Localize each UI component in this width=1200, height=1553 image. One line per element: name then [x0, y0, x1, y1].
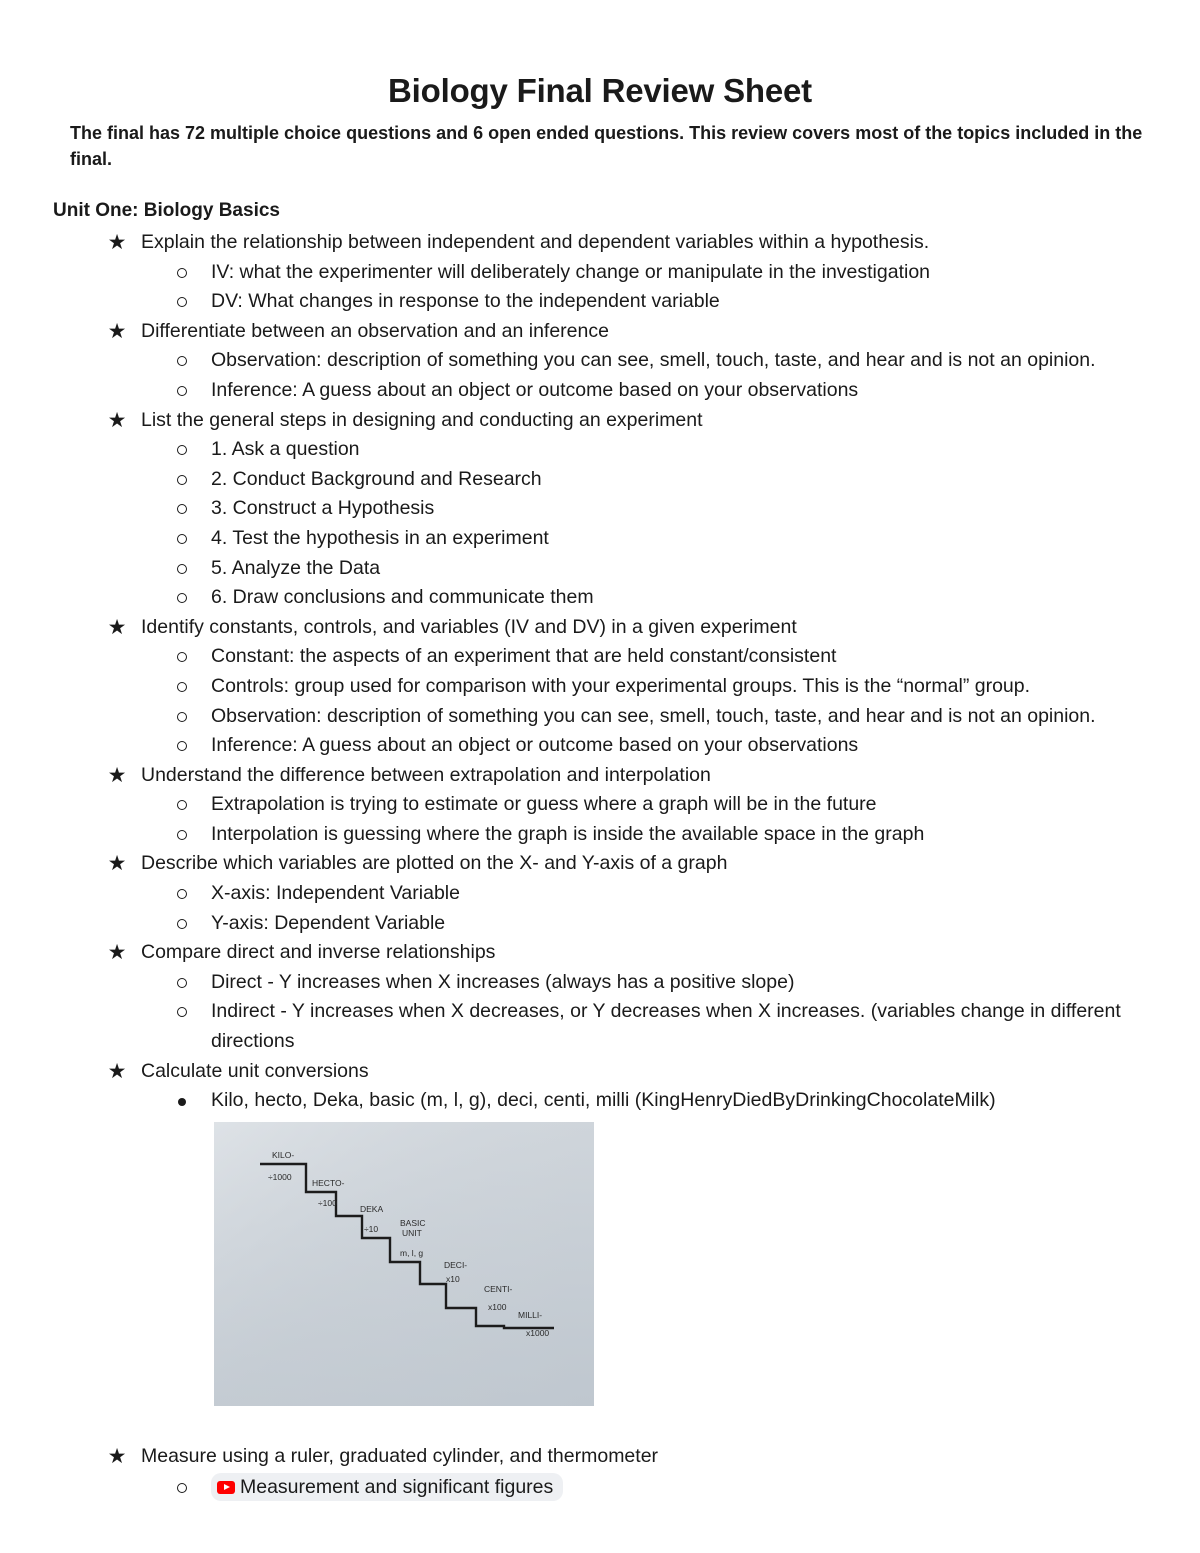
sub-item — [0, 879, 1200, 909]
sub-text: Kilo, hecto, Deka, basic (m, l, g), deci, centi, milli (KingHenryDiedByDrinkingChocolateMilk) — [211, 1089, 996, 1112]
objective-item — [0, 938, 1200, 968]
sub-text: Observation: description of something you can see, smell, touch, taste, and hear and is not an opinion. — [211, 704, 1096, 727]
basic-label-1: BASIC — [400, 1217, 426, 1228]
page-title: Biology Final Review Sheet — [388, 72, 812, 109]
sub-item — [0, 258, 1200, 288]
sub-text: Y-axis: Dependent Variable — [211, 911, 446, 934]
sub-text: 5. Analyze the Data — [211, 556, 381, 579]
youtube-play-icon — [217, 1481, 235, 1494]
sub-text: Observation: description of something you can see, smell, touch, taste, and hear and is not an opinion. — [211, 349, 1096, 372]
basic-label-2: UNIT — [402, 1227, 422, 1238]
objective-text: Describe which variables are plotted on the X- and Y-axis of a graph — [141, 852, 728, 875]
objective-text: List the general steps in designing and conducting an experiment — [141, 408, 703, 431]
objective-text: Explain the relationship between independent and dependent variables within a hypothesis. — [141, 231, 930, 253]
circle-bullet-icon — [174, 465, 190, 495]
objective-text: Compare direct and inverse relationships — [141, 941, 496, 964]
sub-text: Interpolation is guessing where the graph is inside the available space in the graph — [211, 822, 925, 845]
video-link-label: Measurement and significant figures — [240, 1476, 554, 1499]
circle-bullet-icon — [174, 376, 190, 406]
sub-text: 4. Test the hypothesis in an experiment — [211, 526, 549, 549]
sub-item — [0, 435, 1200, 465]
hecto-label: HECTO- — [312, 1177, 345, 1188]
sub-item — [0, 1086, 1200, 1116]
circle-bullet-icon — [174, 997, 190, 1027]
circle-bullet-icon — [174, 258, 190, 288]
objective-item — [0, 228, 1200, 258]
sub-text: DV: What changes in response to the independent variable — [211, 290, 720, 313]
sub-text: Inference: A guess about an object or outcome based on your observations — [211, 734, 859, 757]
objective-item — [0, 1442, 1200, 1472]
milli-op: x1000 — [526, 1327, 550, 1338]
star-bullet-icon: ★ — [107, 408, 127, 432]
sub-item — [0, 672, 1200, 702]
objective-text: Measure using a ruler, graduated cylinder, and thermometer — [141, 1444, 659, 1467]
objective-item — [0, 613, 1200, 643]
sub-text: X-axis: Independent Variable — [211, 882, 460, 905]
sub-text: Indirect - Y increases when X decreases, or Y decreases when X increases. (variables change in different directions — [211, 1000, 1121, 1053]
sub-item — [0, 583, 1200, 613]
video-link-chip[interactable] — [211, 1473, 563, 1501]
deci-label: DECI- — [444, 1259, 468, 1270]
sub-item — [0, 820, 1200, 850]
sub-text: 1. Ask a question — [211, 438, 360, 461]
circle-bullet-icon — [174, 524, 190, 554]
sub-text: Direct - Y increases when X increases (always has a positive slope) — [211, 970, 795, 993]
sub-item — [0, 346, 1200, 376]
sub-text: 2. Conduct Background and Research — [211, 467, 542, 490]
circle-bullet-icon — [174, 287, 190, 317]
staircase-diagram — [214, 1122, 594, 1406]
deka-op: ÷10 — [364, 1223, 379, 1234]
sub-text: 3. Construct a Hypothesis — [211, 497, 435, 520]
circle-bullet-icon — [174, 554, 190, 584]
objective-text: Differentiate between an observation and an inference — [141, 319, 609, 342]
sub-item — [0, 1473, 1200, 1503]
circle-bullet-icon — [174, 909, 190, 939]
basic-units: m, l, g — [400, 1247, 424, 1258]
circle-bullet-icon — [174, 879, 190, 909]
objective-item — [0, 1057, 1200, 1087]
sub-item — [0, 287, 1200, 317]
circle-bullet-icon — [174, 672, 190, 702]
circle-bullet-icon — [174, 435, 190, 465]
deka-label: DEKA — [360, 1203, 384, 1214]
circle-bullet-icon — [174, 968, 190, 998]
sub-text: Constant: the aspects of an experiment that are held constant/consistent — [211, 645, 837, 668]
sub-item — [0, 997, 1131, 1056]
sub-item — [0, 642, 1200, 672]
star-bullet-icon: ★ — [107, 763, 127, 787]
circle-bullet-icon — [174, 346, 190, 376]
star-bullet-icon: ★ — [107, 1059, 127, 1083]
sub-item — [0, 554, 1200, 584]
sub-text: 6. Draw conclusions and communicate them — [211, 586, 594, 609]
sub-item — [0, 968, 1200, 998]
sub-item — [0, 909, 1200, 939]
objective-item — [0, 849, 1200, 879]
star-bullet-icon: ★ — [107, 615, 127, 639]
objective-item — [0, 317, 1200, 347]
objective-item — [0, 406, 1200, 436]
sub-item — [0, 524, 1200, 554]
metric-staircase-image — [214, 1122, 594, 1406]
sub-item — [0, 702, 1200, 732]
objectives-outline — [0, 228, 1200, 1503]
circle-bullet-icon — [174, 583, 190, 613]
sub-item — [0, 465, 1200, 495]
circle-bullet-icon — [174, 1473, 190, 1503]
kilo-label: KILO- — [272, 1149, 295, 1160]
intro-paragraph: The final has 72 multiple choice questions and 6 open ended questions. This review covers most of the topics included in the final. — [70, 123, 1143, 169]
sub-item — [0, 494, 1200, 524]
objective-text: Calculate unit conversions — [141, 1059, 369, 1082]
centi-label: CENTI- — [484, 1283, 513, 1294]
milli-label: MILLI- — [518, 1309, 543, 1320]
star-bullet-icon: ★ — [107, 319, 127, 343]
sub-text: Controls: group used for comparison with your experimental groups. This is the “normal” group. — [211, 674, 1031, 697]
objective-item — [0, 761, 1200, 791]
circle-bullet-icon — [174, 820, 190, 850]
sub-text: Extrapolation is trying to estimate or guess where a graph will be in the future — [211, 793, 877, 816]
circle-bullet-icon — [174, 642, 190, 672]
sub-text: IV: what the experimenter will deliberately change or manipulate in the investigation — [211, 260, 931, 283]
hecto-op: ÷100 — [318, 1197, 337, 1208]
sub-item — [0, 731, 1200, 761]
star-bullet-icon: ★ — [107, 1444, 127, 1468]
circle-bullet-icon — [174, 494, 190, 524]
centi-op: x100 — [488, 1301, 507, 1312]
filled-bullet-icon — [174, 1086, 190, 1116]
circle-bullet-icon — [174, 790, 190, 820]
objective-text: Understand the difference between extrapolation and interpolation — [141, 763, 711, 786]
sub-text: Inference: A guess about an object or outcome based on your observations — [211, 378, 859, 401]
kilo-op: ÷1000 — [268, 1171, 292, 1182]
sub-item — [0, 376, 1200, 406]
deci-op: x10 — [446, 1273, 460, 1284]
star-bullet-icon: ★ — [107, 941, 127, 965]
unit-heading: Unit One: Biology Basics — [53, 200, 280, 221]
circle-bullet-icon — [174, 702, 190, 732]
star-bullet-icon: ★ — [107, 231, 127, 254]
objective-text: Identify constants, controls, and variables (IV and DV) in a given experiment — [141, 615, 797, 638]
star-bullet-icon: ★ — [107, 852, 127, 876]
circle-bullet-icon — [174, 731, 190, 761]
sub-item — [0, 790, 1200, 820]
